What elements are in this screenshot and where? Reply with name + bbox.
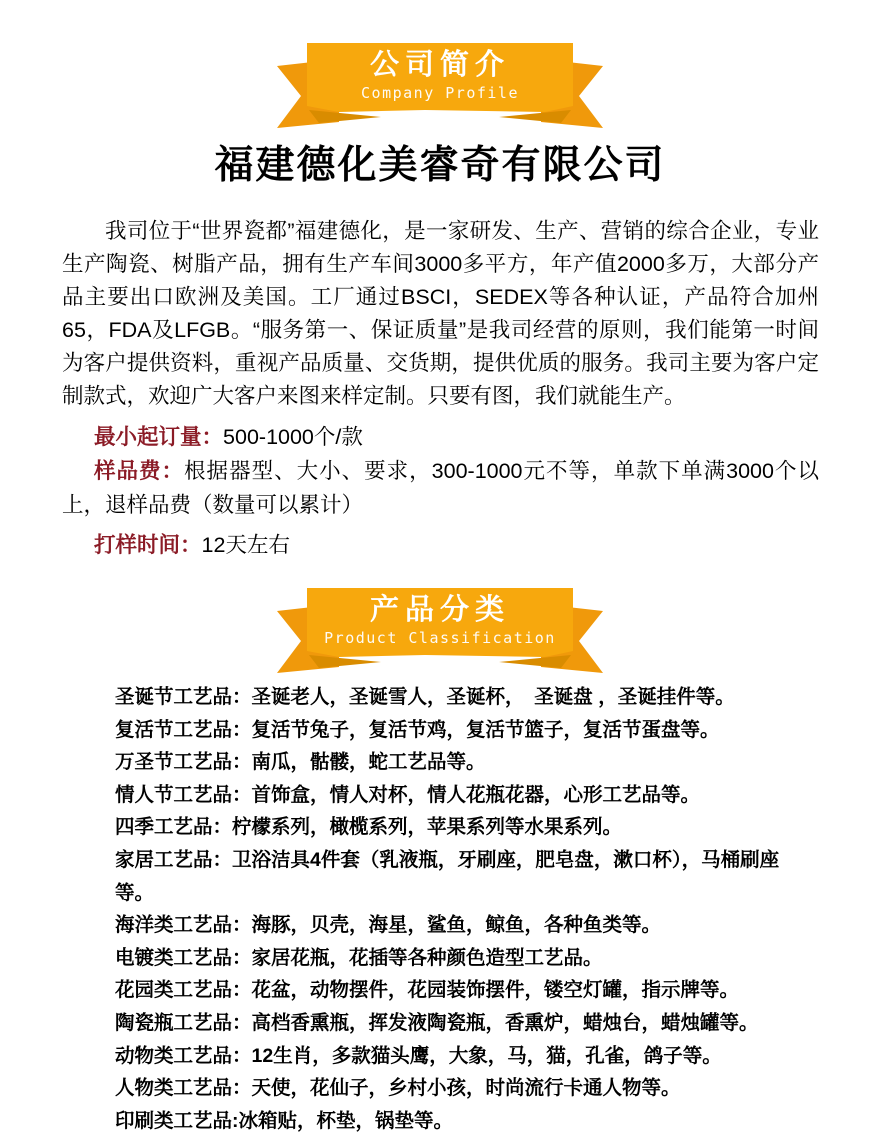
category-row: 万圣节工艺品：南瓜，骷髅，蛇工艺品等。 <box>115 751 486 774</box>
category-row: 家居工艺品：卫浴洁具4件套（乳液瓶，牙刷座，肥皂盘，漱口杯），马桶刷座等。 <box>115 848 780 904</box>
category-row: 人物类工艺品：天使，花仙子，乡村小孩，时尚流行卡通人物等。 <box>115 1077 681 1100</box>
company-intro-paragraph: 我司位于“世界瓷都”福建德化，是一家研发、生产、营销的综合企业，专业生产陶瓷、树脂产品，拥有生产车间3000多平方，年产值2000多万，大部分产品主要出口欧洲及美国。工厂通过BSCI，SEDEX等各种认证，产品符合加州65，FDA及LFGB。“服务第一、保证质量”是我司经营的原则，我们能第一时间为客户提供资料，重视产品质量、交货期，提供优质的服务。我司主要为客户定制款式，欢迎广大客户来图来样定制。只要有图，我们就能生产。 <box>62 219 819 408</box>
banner-title-en: Company Profile <box>361 84 519 102</box>
sample-fee-value: 根据器型、大小、要求，300-1000元不等，单款下单满3000个以上，退样品费（数量可以累计） <box>62 459 819 517</box>
category-row: 海洋类工艺品：海豚，贝壳，海星，鲨鱼，鲸鱼，各种鱼类等。 <box>115 914 662 937</box>
min-order-line <box>62 420 819 454</box>
order-info-section <box>62 420 819 562</box>
sample-time-label: 打样时间 <box>94 533 181 557</box>
category-row: 电镀类工艺品：家居花瓶，花插等各种颜色造型工艺品。 <box>115 946 603 969</box>
sample-time-value: 12天左右 <box>201 533 290 557</box>
min-order-label: 最小起订量 <box>94 425 202 449</box>
company-name-title: 福建德化美睿奇有限公司 <box>214 144 666 187</box>
sample-fee-colon: ： <box>161 459 185 483</box>
banner-title-cn: 产品分类 <box>369 594 510 626</box>
banner-company-profile <box>275 40 605 128</box>
sample-time-line <box>62 528 819 562</box>
sample-time-colon: ： <box>180 533 202 557</box>
min-order-colon: ： <box>201 425 224 449</box>
category-row: 复活节工艺品：复活节兔子，复活节鸡，复活节篮子，复活节蛋盘等。 <box>115 718 720 741</box>
category-row: 情人节工艺品：首饰盒，情人对杯，情人花瓶花器，心形工艺品等。 <box>115 783 701 806</box>
banner-title-en: Product Classification <box>324 629 556 647</box>
category-row: 印刷类工艺品:冰箱贴，杯垫，锅垫等。 <box>115 1109 454 1132</box>
product-category-list <box>115 681 805 1137</box>
category-row: 圣诞节工艺品：圣诞老人，圣诞雪人，圣诞杯， 圣诞盘 ，圣诞挂件等。 <box>115 686 735 708</box>
banner-title-cn: 公司简介 <box>369 49 510 81</box>
category-row: 花园类工艺品：花盆，动物摆件，花园装饰摆件，镂空灯罐，指示牌等。 <box>115 979 740 1002</box>
category-row: 四季工艺品：柠檬系列，橄榄系列，苹果系列等水果系列。 <box>115 816 623 839</box>
sample-fee-label: 样品费 <box>94 459 162 483</box>
sample-fee-line <box>62 454 819 522</box>
category-row: 陶瓷瓶工艺品：高档香熏瓶，挥发液陶瓷瓶，香熏炉，蜡烛台，蜡烛罐等。 <box>115 1011 759 1034</box>
min-order-value: 500-1000个/款 <box>223 425 363 449</box>
category-row: 动物类工艺品：12生肖，多款猫头鹰，大象，马，猫，孔雀，鸽子等。 <box>115 1044 722 1067</box>
banner-product-classification <box>275 585 605 673</box>
